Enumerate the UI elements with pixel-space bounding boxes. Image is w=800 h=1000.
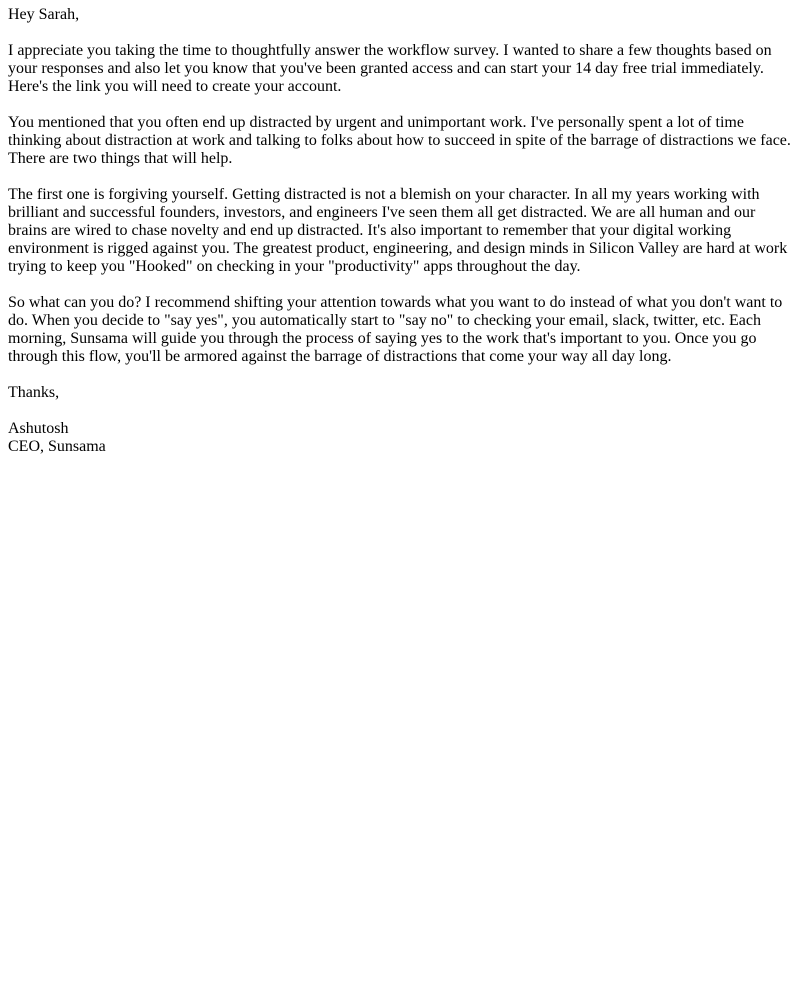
email-paragraph-forgiveness: The first one is forgiving yourself. Getting distracted is not a blemish on your character. In all my years working with brilliant and successful founders, investors, and engineers I've seen them all get distracted. We are all human and our brains are wired to chase novelty and end up distracted. It's also important to remember that your digital working environment is rigged against you. The greatest product, engineering, and design minds in Silicon Valley are hard at work trying to keep you "Hooked" on checking in your "productivity" apps throughout the day. [8, 186, 788, 275]
email-signature [8, 420, 794, 456]
email-paragraph-distraction: You mentioned that you often end up distracted by urgent and unimportant work. I've personally spent a lot of time thinking about distraction at work and talking to folks about how to succeed in spite of the barrage of distractions we face. There are two things that will help. [8, 114, 791, 167]
signature-title: CEO, Sunsama [8, 438, 106, 455]
email-paragraph-intro: I appreciate you taking the time to thoughtfully answer the workflow survey. I wanted to share a few thoughts based on your responses and also let you know that you've been granted access and can start your 14 day free trial immediately. Here's the link you will need to create your account. [8, 42, 772, 95]
email-paragraph-recommendation: So what can you do? I recommend shifting your attention towards what you want to do instead of what you don't want to do. When you decide to "say yes", you automatically start to "say no" to checking your email, slack, twitter, etc. Each morning, Sunsama will guide you through the process of saying yes to the work that's important to you. Once you go through this flow, you'll be armored against the barrage of distractions that come your way all day long. [8, 294, 783, 365]
email-signoff: Thanks, [8, 384, 60, 401]
signature-name: Ashutosh [8, 420, 69, 437]
email-body [8, 6, 794, 456]
email-greeting: Hey Sarah, [8, 6, 80, 23]
